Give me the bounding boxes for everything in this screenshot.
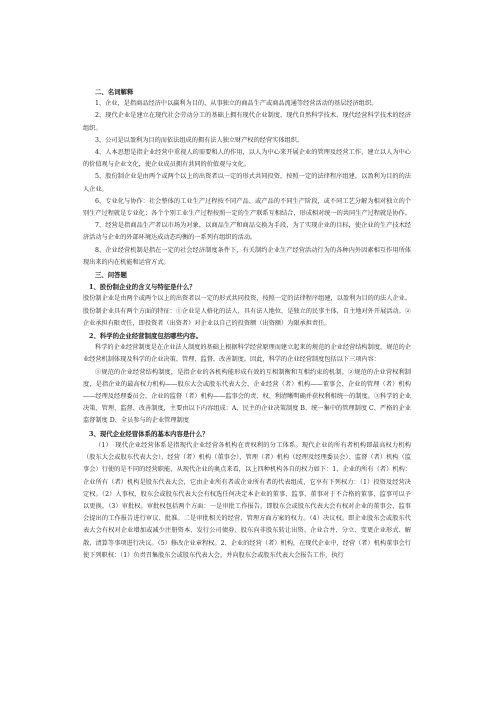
question-3: 3、现代企业经营体系的基本内容是什么？ xyxy=(89,429,209,438)
noun-item: 3、公司是以盈利为目的而依法组成的拥有法人独立财产权的经营实体组织。 xyxy=(95,136,304,144)
section-heading-qa: 三、问答题 xyxy=(95,271,127,280)
section-heading-nouns: 二、名词解释 xyxy=(95,88,134,96)
noun-item: 1、企业，是指商品经济中以赢利为目的，从事独立的商品生产或商品流通等经营活动的基层经济组织。 xyxy=(95,100,378,108)
document-body xyxy=(83,86,411,562)
answer-2-paragraph: 科学的企业经营制度是在企业法人制度的基础上根据科学经营原理而建立起来的规范的企业经营结构制度，规范的企业经营机制体现及科学的企业决策、管理、监督、改善制度。因此，科学的企业经营制度包括以下三项内容： xyxy=(83,344,411,364)
noun-item: 7、经营是指商品生产者以市场为对象，以商品生产和商品交换为手段，为了实现企业的目标，使企业的生产技术经济活动与企业的外部环境达成动态均衡的一系列有组织的活动。 xyxy=(83,222,411,242)
noun-item: 8、企业经营机制是指在一定的社会经济制度条件下，有关制约企业生产经营活动行为的各种内外因素相互作用所体现出来的内在机能和运营方式。 xyxy=(83,246,411,266)
noun-item: 2、现代企业是建立在现代社会劳动分工的基础上拥有现代企业制度、现代自然科学技术、现代经营科学技术的经济组织。 xyxy=(83,112,411,132)
answer-2-paragraph: ①规范的企业经营结构制度，是指企业的各机构能形成有效的互相制衡和互相约束的机制。②规范的企业营权利制度，是指企业的最高权力机构——股东大会或股东代表大会、企业经营（者）机构——董事会、企业的管理（者）机构——经理及经理委员会、企业的监督（者）机构——监事会的责、权、利清晰明确并获权利相统一的制度。③科学的企业决策、管理、监督、改善制度，主要由以下内容组成：A、民主的企业决策制度 B、统一集中的管理制度 C、严格的企业监督制度 D、全员参与的企业管理制度 xyxy=(83,368,411,425)
noun-item: 4、人本思想是指企业经营中重视人的需要和人的作用，以人为中心来开展企业的管理及经营工作，建立以人为中心的价值观与企业文化，使企业成员拥有共同的价值观与文化。 xyxy=(83,149,411,169)
answer-1-paragraph: 股份制企业是由两个或两个以上的出资者以一定的形式共同投资，按照一定的法律程序组建，以盈利为目的的法人企业。股份制企业具有两个方面的特征：①企业是人格化的法人，具有法人地位，是独立的民事主体，自主地对外开展活动。②企业承担有限责任，即投资者（出资者）对企业以自己的投资额（出资额）为限承担责任。 xyxy=(83,295,411,327)
answer-3-paragraph: （1） 现代企业经营体系是指现代企业经营各机构在责权利的分工体系。现代企业的所有者机构即最高权力机构（股东大会或股东代表大会）、经营（者）机构（董事会）、管理（者）机构（经理及经理委员会）、监督（者）机构（监事会）行使的是不同的经营职能，从现代企业的奥点来看，以上四种机构各自的权力如下：1、企业的所有（者）机构：企业所有（者）机构是股东代表大会，它由企业所有者或企业所有者的代表组成，它享有下列权力：（1）投资及经营决定权。（2）人事权，股东会或股东代表大会有权选任何决定本企业的董事、监事，董事对于不合格的董事、监事可以予以更换。（3）审批权。审批权包括两个方面：一是审批工作报告，即股东会或股东代表大会有权对企业的董事会、监事会提出的工作报告进行审议、批准。二是审批相关的经营、管理方面方案的权力。（4）决议权。即企业股东会或股东代表大会有权对企业增加或减少注册资本、发行公司债券、股东向非股东转让出资、企业合并、分立、变更企业形式、解散、清算等事项进行决议。（5）修改企业章程权。2、企业的经营（者）机构，在现代企业中，经营（者）机构董事会行使下列职权：（1）负责召集股东会或股东代表大会，并向股东会或股东代表大会报告工作，执行 xyxy=(83,441,411,559)
noun-item: 5、股份制企业是由两个或两个以上的出资者以一定的形式共同投资，按照一定的法律程序组建，以盈利为目的的法人企业。 xyxy=(83,173,411,193)
noun-item: 6、专业化与协作：社会整体的工业生产过程按不同产品、或产品的不同生产阶段，或不同工艺分解为相对独立的个别生产过程就是专业化；各个个别工业生产过程按照一定的生产联系互相结合，形成相对统一的共同生产过程就是协作。 xyxy=(83,197,411,218)
question-1: 1、股份制企业的含义与特征是什么？ xyxy=(89,283,196,292)
question-2: 2、科学的企业经营制度包括哪些内容。 xyxy=(89,332,203,341)
